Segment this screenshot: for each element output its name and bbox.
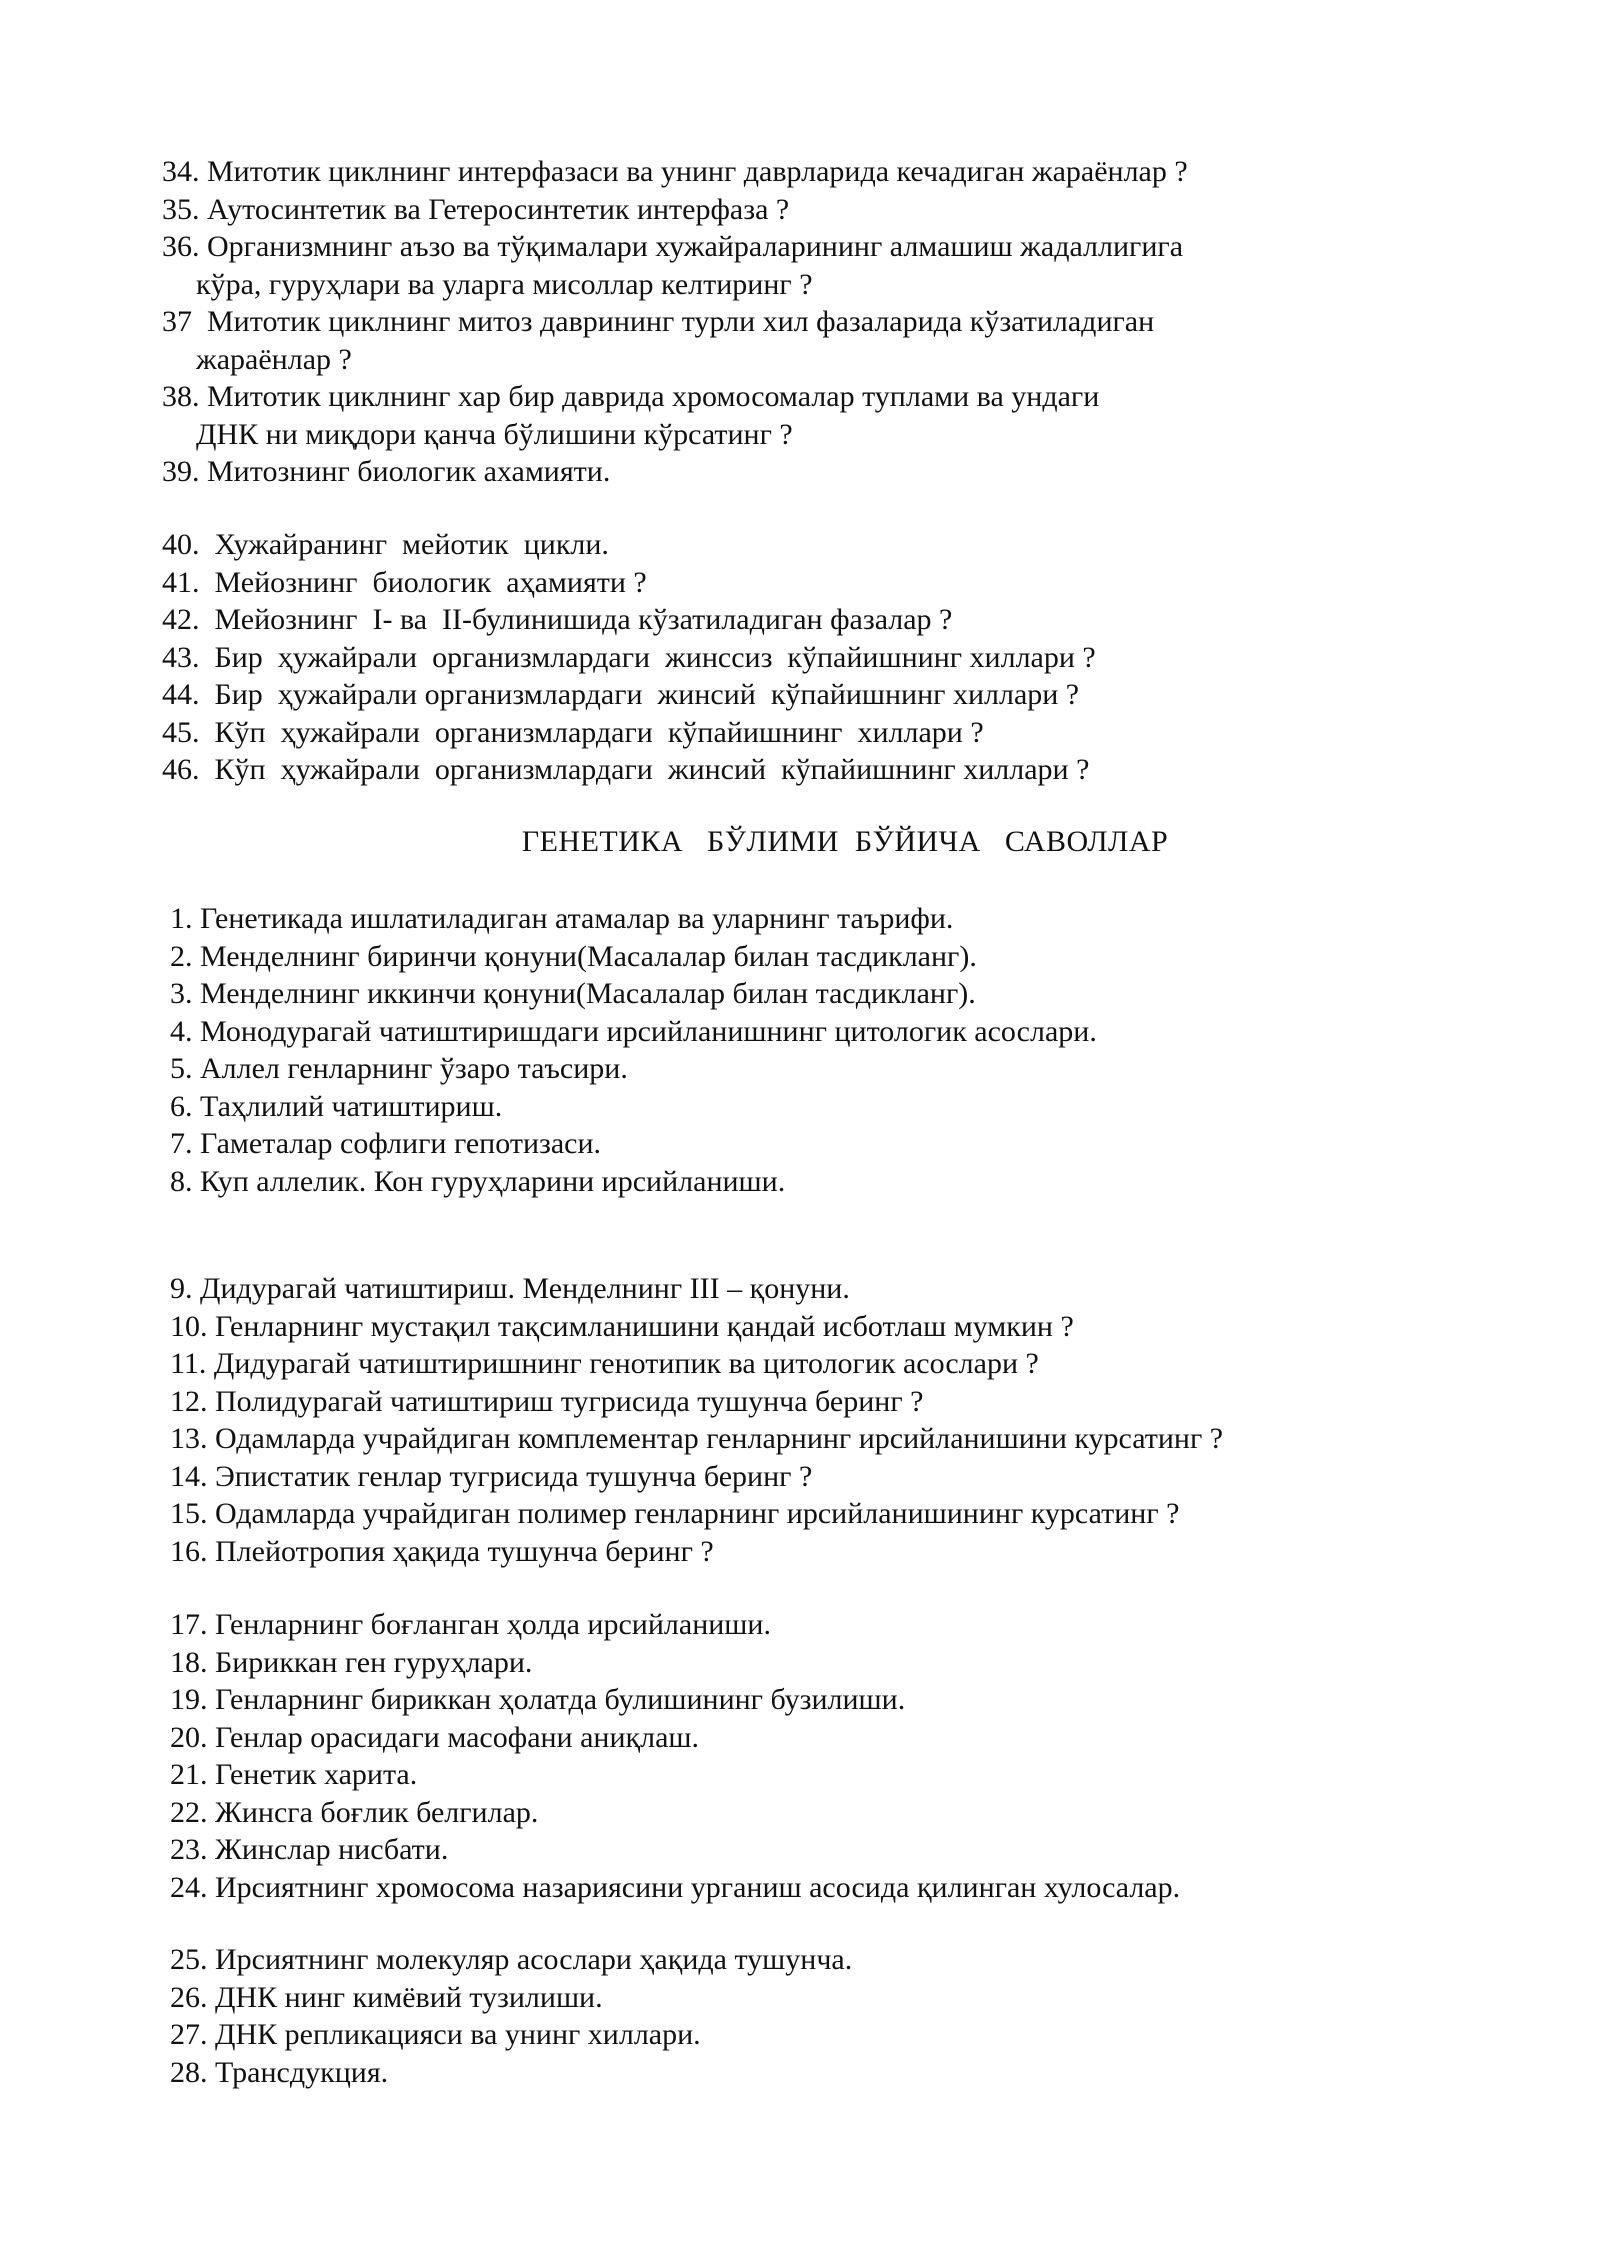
question-item: 19. Генларнинг бириккан ҳолатда булишининг бузилиши. [170,1683,906,1716]
question-line-continuation: жараёнлар ? [196,342,352,376]
question-item [162,453,1462,491]
question-line: 35. Аутосинтетик ва Гетеросинтетик интерфаза ? [162,192,790,226]
genetics-questions-group-2 [170,1270,1470,1570]
question-item: 28. Трансдукция. [170,2055,389,2089]
genetics-questions-group-3 [170,1606,1470,1906]
question-item: 10. Генларнинг мустақил тақсимланишини қандай исботлаш мумкин ? [170,1309,1074,1343]
question-item: 26. ДНК нинг кимёвий тузилиши. [170,1980,603,2014]
genetics-questions-group-1 [170,900,1470,1200]
question-item: 27. ДНК репликацияси ва унинг хиллари. [170,2018,701,2051]
question-item: 40. Хужайранинг мейотик цикли. [162,528,609,561]
question-line: 37 Митотик циклнинг митоз даврининг турли хил фазаларида кўзатиладиган [162,305,1155,338]
question-item: 7. Гаметалар софлиги гепотизаси. [170,1127,602,1160]
question-item [162,153,1462,191]
question-item: 42. Мейознинг I- ва II-булинишида кўзатиладиган фазалар ? [162,603,953,636]
question-line: 38. Митотик циклнинг хар бир даврида хромосомалар туплами ва ундаги [162,380,1100,413]
question-item: 45. Кўп ҳужайрали организмлардаги кўпайишнинг хиллари ? [162,715,984,749]
question-line: 34. Митотик циклнинг интерфазаси ва унинг даврларида кечадиган жараёнлар ? [162,155,1188,188]
question-line: 36. Организмнинг аъзо ва тўқималари хужайраларининг алмашиш жадаллигига [162,230,1184,263]
question-item: 17. Генларнинг боғланган ҳолда ирсийланиши. [170,1608,771,1641]
question-line: 39. Митознинг биологик ахамияти. [162,455,611,488]
question-item: 13. Одамларда учрайдиган комплементар генларнинг ирсийланишини курсатинг ? [170,1422,1224,1455]
genetics-section-heading: ГЕНЕТИКА БЎЛИМИ БЎЙИЧА САВОЛЛАР [521,825,1169,858]
question-item: 1. Генетикада ишлатиладиган атамалар ва уларнинг таърифи. [170,902,954,935]
question-item: 25. Ирсиятнинг молекуляр асослари ҳақида тушунча. [170,1943,853,1976]
question-item: 6. Таҳлилий чатиштириш. [170,1089,503,1123]
question-item: 9. Дидурагай чатиштириш. Менделнинг III – қонуни. [170,1272,850,1305]
question-item: 44. Бир ҳужайрали организмлардаги жинсий кўпайишнинг хиллари ? [162,678,1080,711]
question-item: 5. Аллел генларнинг ўзаро таъсири. [170,1052,628,1085]
meiosis-questions [162,526,1462,789]
question-item [162,303,1462,378]
genetics-questions-group-4 [170,1941,1470,2091]
mitosis-questions [162,153,1462,491]
question-item: 16. Плейотропия ҳақида тушунча беринг ? [170,1534,714,1568]
question-line-continuation: ДНК ни миқдори қанча бўлишини кўрсатинг ? [196,417,793,451]
question-item: 24. Ирсиятнинг хромосома назариясини урганиш асосида қилинган хулосалар. [170,1870,1181,1904]
question-item [162,228,1462,303]
question-line-continuation: кўра, гуруҳлари ва уларга мисоллар келтиринг ? [196,267,813,301]
question-item: 46. Кўп ҳужайрали организмлардаги жинсий кўпайишнинг хиллари ? [162,753,1090,786]
question-item: 41. Мейознинг биологик аҳамияти ? [162,565,647,599]
question-item: 43. Бир ҳужайрали организмлардаги жинссиз кўпайишнинг хиллари ? [162,640,1096,674]
question-item: 2. Менделнинг биринчи қонуни(Масалалар билан тасдикланг). [170,939,977,973]
question-item: 3. Менделнинг иккинчи қонуни(Масалалар билан тасдикланг). [170,977,976,1010]
question-item: 21. Генетик харита. [170,1758,418,1791]
question-item: 23. Жинслар нисбати. [170,1833,449,1866]
question-item [162,191,1462,229]
question-item: 12. Полидурагай чатиштириш тугрисида тушунча беринг ? [170,1384,924,1418]
question-item: 22. Жинсга боғлик белгилар. [170,1795,539,1829]
question-item: 14. Эпистатик генлар тугрисида тушунча беринг ? [170,1459,813,1493]
question-item: 15. Одамларда учрайдиган полимер генларнинг ирсийланишининг курсатинг ? [170,1497,1180,1530]
question-item: 4. Монодурагай чатиштиришдаги ирсийланишнинг цитологик асослари. [170,1014,1097,1048]
question-item [162,378,1462,453]
question-item: 8. Куп аллелик. Кон гуруҳларини ирсийланиши. [170,1164,786,1198]
question-item: 18. Бириккан ген гуруҳлари. [170,1645,533,1679]
question-item: 20. Генлар орасидаги масофани аниқлаш. [170,1720,699,1754]
question-item: 11. Дидурагай чатиштиришнинг генотипик ва цитологик асослари ? [170,1347,1039,1380]
